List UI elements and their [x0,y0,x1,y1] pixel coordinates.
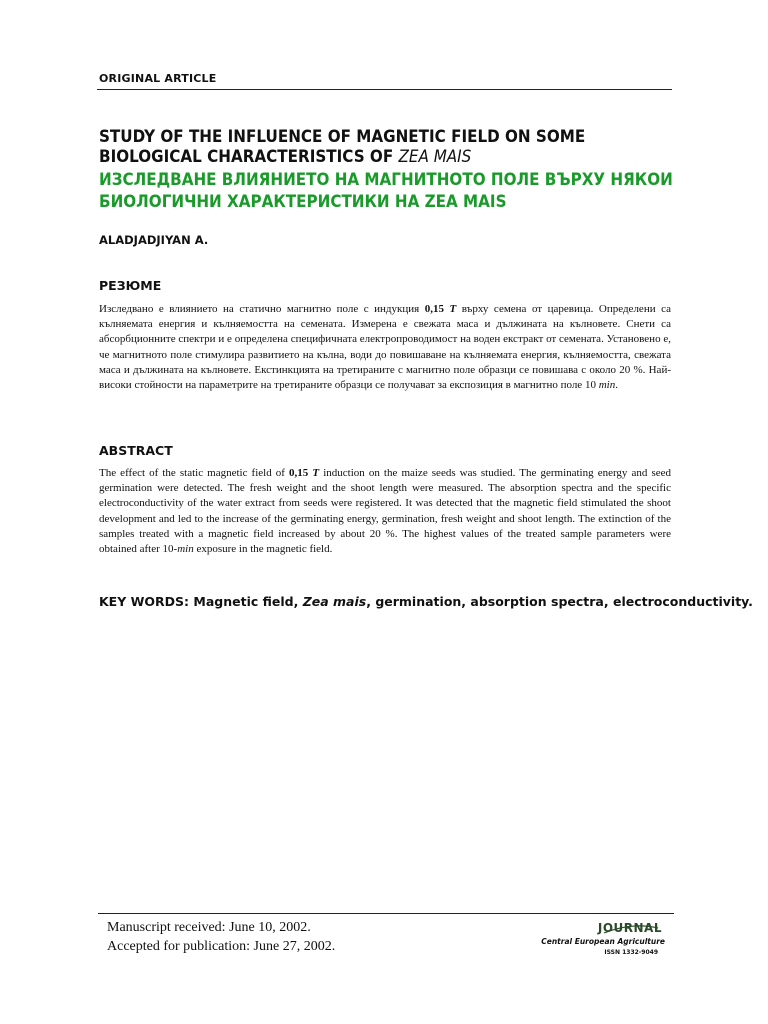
header-divider [97,89,672,90]
footer-divider [98,913,674,914]
resume-paragraph [99,302,671,393]
title-english-main: STUDY OF THE INFLUENCE OF MAGNETIC FIELD ON SOME BIOLOGICAL CHARACTERISTICS OF [99,127,586,166]
abstract-induction-unit: T [312,467,320,479]
resume-text-part: Изследвано е влиянието на статично магнитно поле с индукция [99,303,425,315]
title-english [99,127,651,167]
abstract-heading: ABSTRACT [99,443,173,458]
abstract-text-part: exposure in the magnetic field. [193,543,333,556]
resume-induction-unit: T [449,303,457,315]
resume-text-part: . [615,379,618,392]
abstract-text-part: induction on the maize seeds was studied. The germinating energy and seed germination were detected. The fresh weight and the shoot length were measured. The absorption spectra and the specific electroconductivity of the water extract from seeds were registered. It was detected that the magnetic field stimulated the shoot development and led to the increase of the germinating energy, germination, fresh weight and shoot length. The extinction of the samples treated with a magnetic field increased by about 20 %. The highest values of the treated sample parameters were obtained after 10- [99,467,672,556]
title-english-species: ZEA MAIS [398,147,472,166]
abstract-text-part: The effect of the static magnetic field of [99,467,290,479]
keywords-label: KEY WORDS: [99,594,190,609]
abstract-induction-value: 0,15 [289,467,309,479]
journal-logo-issn: ISSN 1332-9049 [604,949,658,956]
abstract-time-unit: min [177,543,194,556]
journal-logo-subtitle: Central European Agriculture [541,937,665,946]
title-bulgarian: ИЗСЛЕДВАНЕ ВЛИЯНИЕТО НА МАГНИТНОТО ПОЛЕ ВЪРХУ НЯКОИ БИОЛОГИЧНИ ХАРАКТЕРИСТИКИ НА ZEA MAIS [99,170,673,211]
abstract-paragraph [99,466,671,557]
resume-induction-value: 0,15 [424,303,444,315]
resume-heading: РЕЗЮМЕ [99,278,162,293]
resume-text-part: върху семена от царевица. Определени са кълняемата енергия и кълняемостта на семената. Измерена е свежата маса и дължината на кълновете. Снети са абсорбционните спектри и е определена специфичната електропроводимост на воден екстракт от семената. Установено е, че магнитното поле стимулира развитието на кълна, води до повишаване на кълняемата енергия, кълняемостта, свежата маса и дължината на кълновете. Екстинкцията на третираните с магнитно поле образци се повишава с около 20 %. Най-високи стойности на параметрите на третираните образци се получават за експозиция в магнитно поле 10 [99,303,671,392]
keywords-text: , germination, absorption spectra, electroconductivity. [366,594,753,609]
journal-logo [520,919,670,959]
resume-time-unit: min [598,379,616,392]
keywords-text: Magnetic field, [189,594,303,609]
accepted-date: Accepted for publication: June 27, 2002. [107,939,336,954]
journal-logo-name: JOURNAL [597,921,662,935]
author-name: ALADJADJIYAN A. [99,233,209,247]
manuscript-received: Manuscript received: June 10, 2002. [107,920,311,935]
keywords-line [99,594,753,609]
keywords-species: Zea mais [302,594,367,609]
article-type-label: ORIGINAL ARTICLE [99,72,217,85]
